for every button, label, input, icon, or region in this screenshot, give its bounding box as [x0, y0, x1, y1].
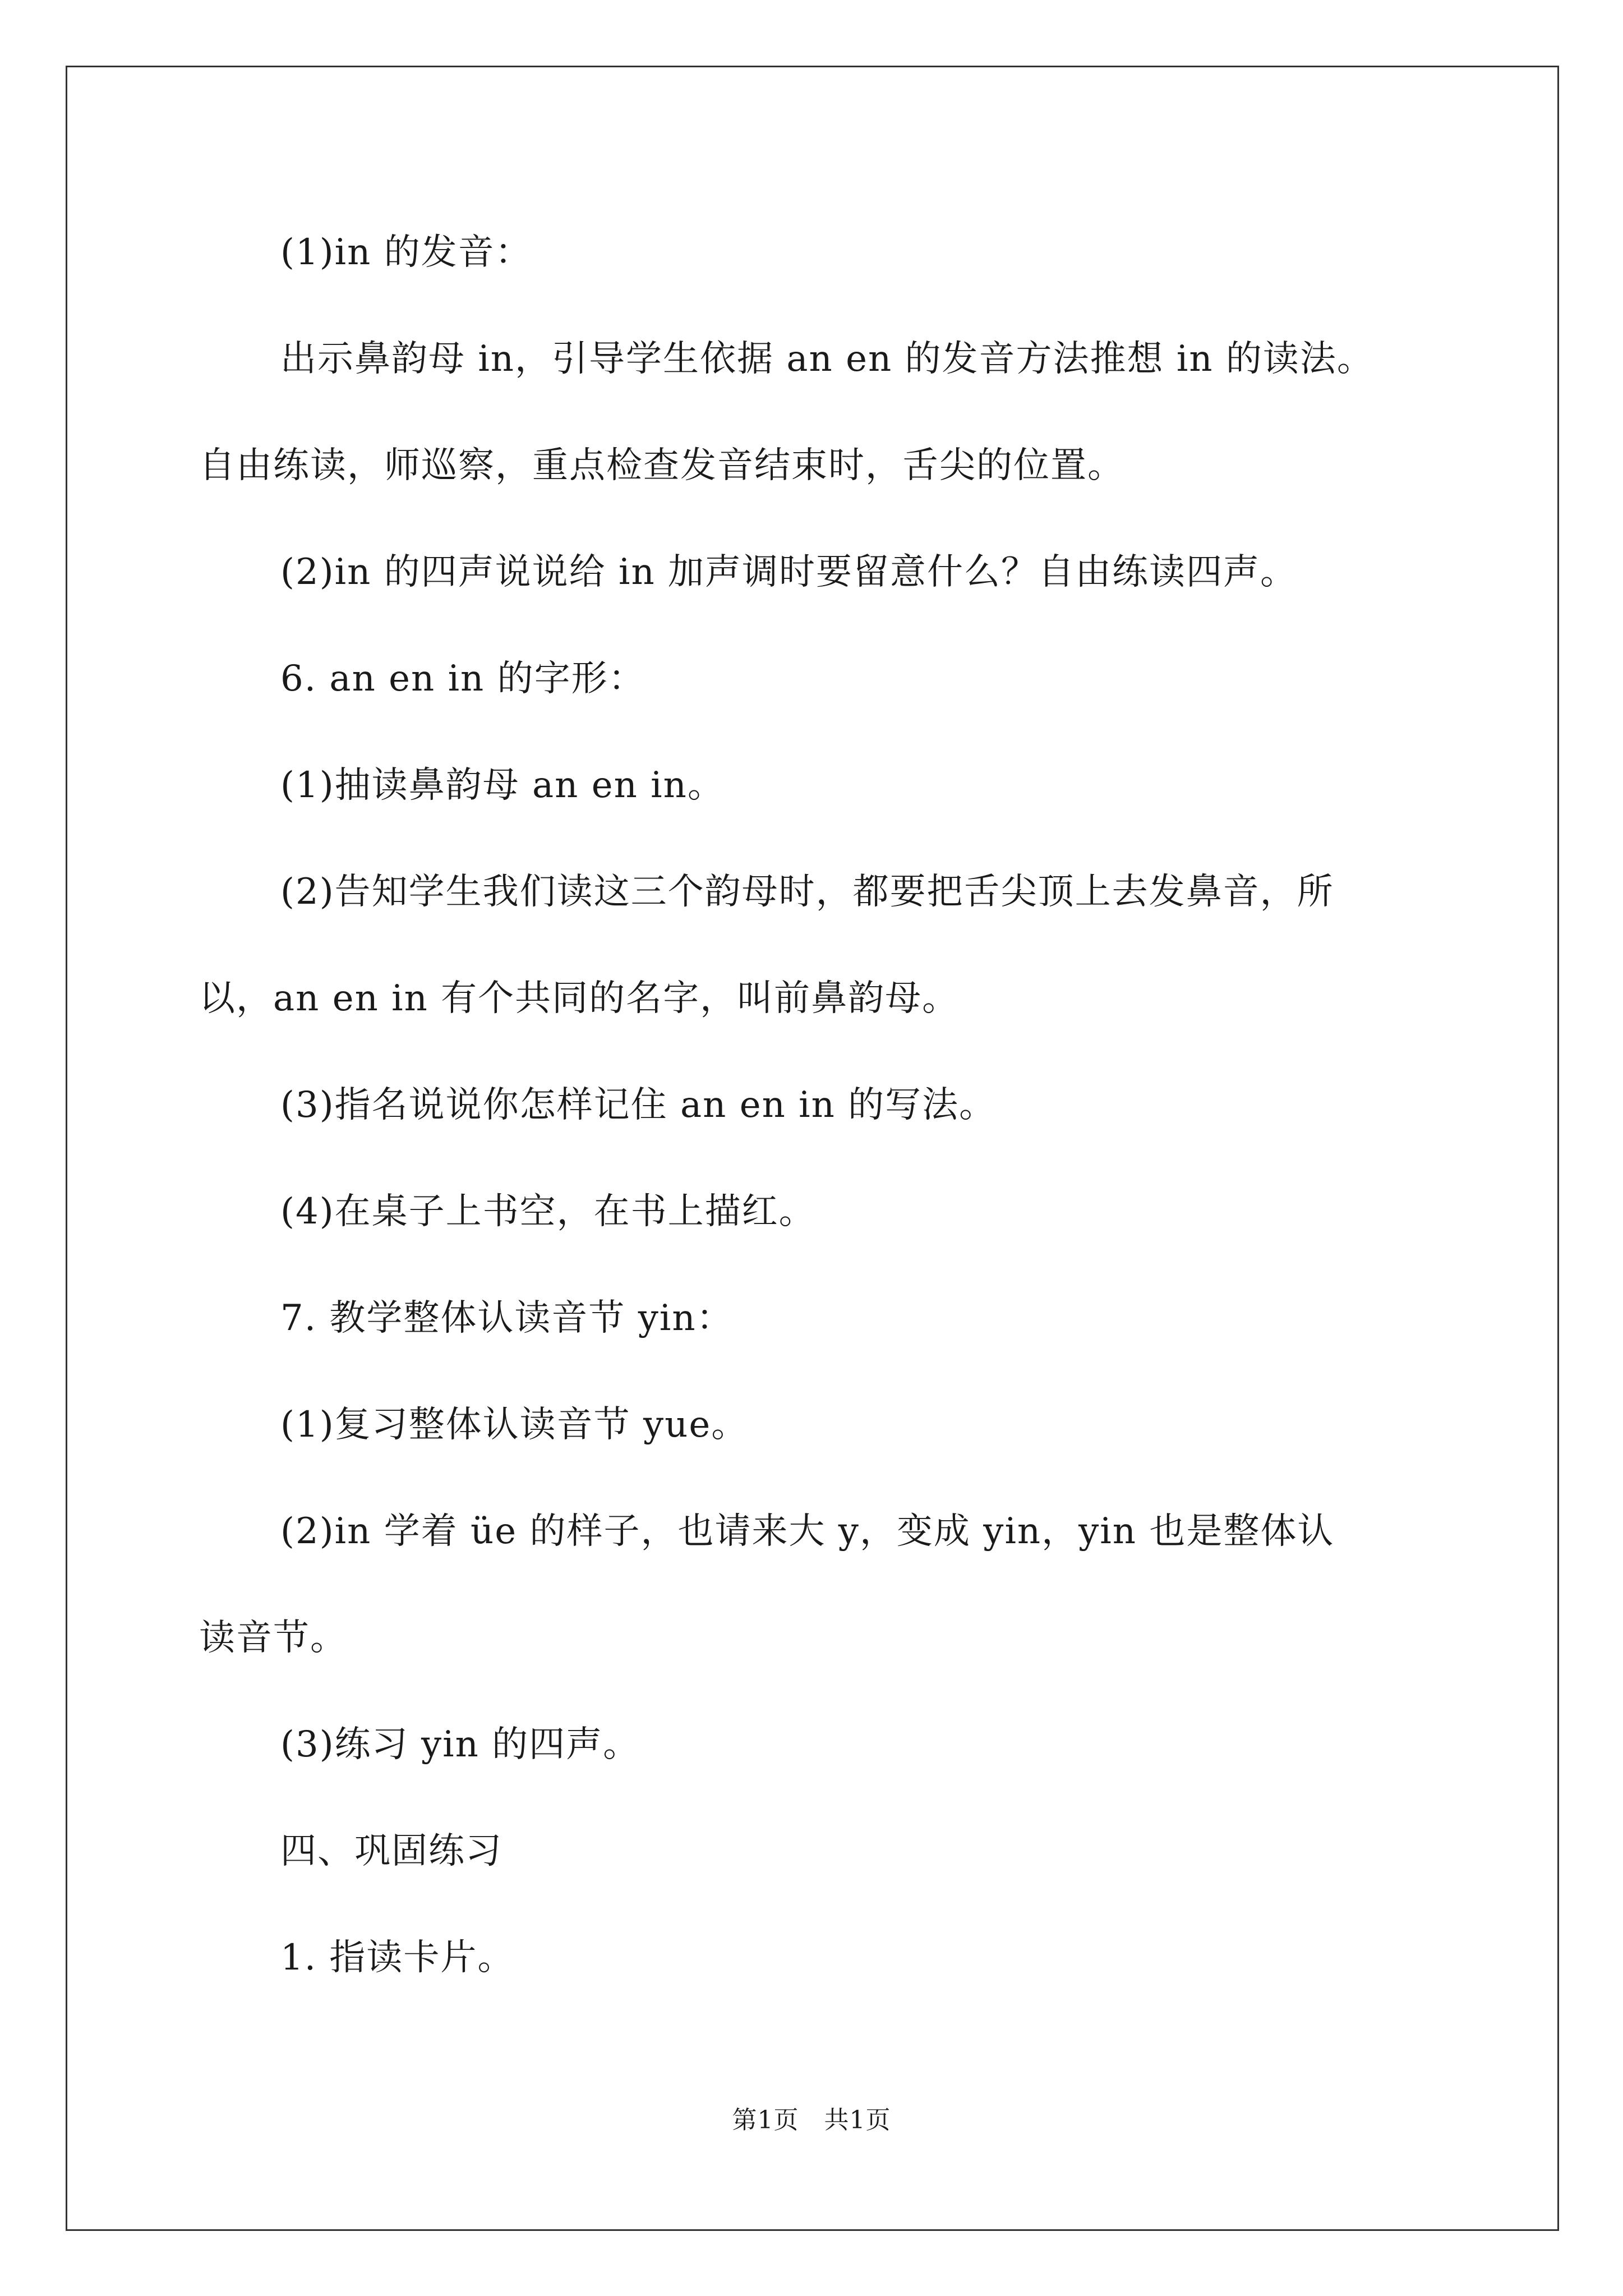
paragraph-line: (3)指名说说你怎样记住 an en in 的写法。	[280, 1084, 997, 1126]
paragraph-line: 读音节。	[199, 1617, 347, 1659]
section-heading: 6. an en in 的字形：	[280, 658, 645, 700]
paragraph-line: (1)复习整体认读音节 yue。	[280, 1404, 749, 1446]
section-heading: 7. 教学整体认读音节 yin：	[280, 1297, 734, 1339]
paragraph-line: 出示鼻韵母 in，引导学生依据 an en 的发音方法推想 in 的读法。	[280, 338, 1374, 380]
paragraph-line: (3)练习 yin 的四声。	[280, 1724, 640, 1765]
paragraph-line: (2)告知学生我们读这三个韵母时，都要把舌尖顶上去发鼻音，所	[280, 871, 1334, 913]
page-number-footer: 第1页 共1页	[732, 2106, 891, 2134]
paragraph-line: 1. 指读卡片。	[280, 1937, 515, 1978]
paragraph-line: (2)in 学着 üe 的样子，也请来大 y，变成 yin，yin 也是整体认	[280, 1511, 1335, 1552]
page-border	[66, 66, 1559, 2231]
paragraph-line: 以，an en in 有个共同的名字，叫前鼻韵母。	[199, 978, 960, 1019]
paragraph-line: (1)抽读鼻韵母 an en in。	[280, 765, 725, 806]
paragraph-line: (2)in 的四声说说给 in 加声调时要留意什么？自由练读四声。	[280, 551, 1298, 593]
paragraph-line: 自由练读，师巡察，重点检查发音结束时，舌尖的位置。	[199, 445, 1124, 486]
paragraph-line: (1)in 的发音：	[280, 232, 532, 273]
paragraph-line: (4)在桌子上书空，在书上描红。	[280, 1191, 816, 1232]
section-heading: 四、巩固练习	[280, 1830, 502, 1872]
